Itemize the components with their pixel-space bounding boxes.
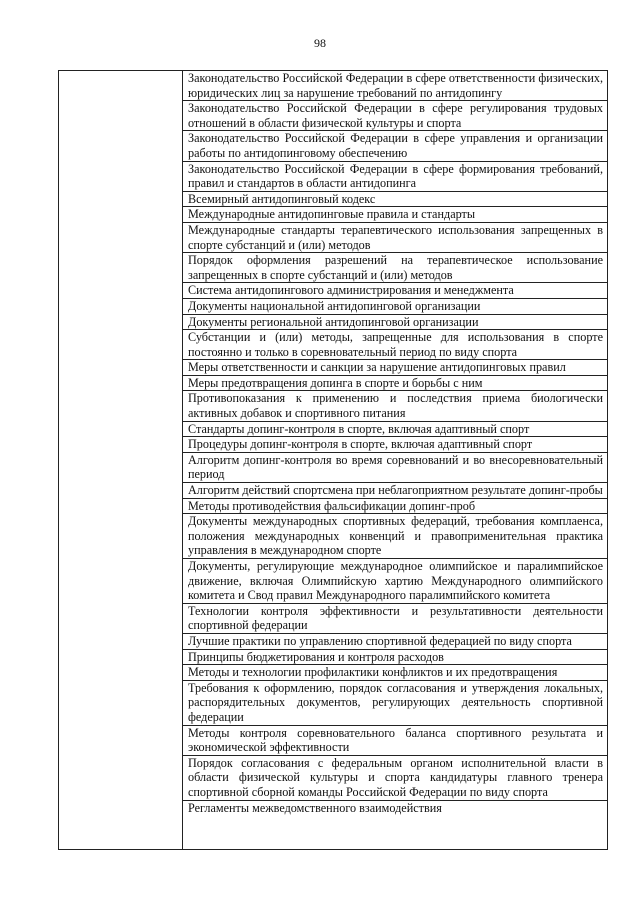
list-item: Процедуры допинг-контроля в спорте, включая адаптивный спорт [183, 437, 607, 453]
list-item: Принципы бюджетирования и контроля расходов [183, 650, 607, 666]
list-item: Требования к оформлению, порядок согласования и утверждения локальных, распорядительных документов, регулирующих деятельность спортивной федерации [183, 681, 607, 726]
list-item: Стандарты допинг-контроля в спорте, включая адаптивный спорт [183, 422, 607, 438]
list-item: Документы международных спортивных федераций, требования комплаенса, положения международных конвенций и правоприменительная практика управления в международном спорте [183, 514, 607, 559]
list-item: Международные антидопинговые правила и стандарты [183, 207, 607, 223]
list-item: Законодательство Российской Федерации в сфере регулирования трудовых отношений в области физической культуры и спорта [183, 101, 607, 131]
list-item: Противопоказания к применению и последствия приема биологически активных добавок и спортивного питания [183, 391, 607, 421]
list-item: Международные стандарты терапевтического использования запрещенных в спорте субстанций и (или) методов [183, 223, 607, 253]
list-item: Законодательство Российской Федерации в сфере управления и организации работы по антидопинговому обеспечению [183, 131, 607, 161]
list-item: Лучшие практики по управлению спортивной федерацией по виду спорта [183, 634, 607, 650]
page-number: 98 [314, 36, 326, 50]
list-item: Меры ответственности и санкции за нарушение антидопинговых правил [183, 360, 607, 376]
list-item: Всемирный антидопинговый кодекс [183, 192, 607, 208]
list-item: Методы контроля соревновательного баланса спортивного результата и экономической эффективности [183, 726, 607, 756]
list-item: Меры предотвращения допинга в спорте и борьбы с ним [183, 376, 607, 392]
list-item: Законодательство Российской Федерации в сфере формирования требований, правил и стандартов в области антидопинга [183, 162, 607, 192]
list-item: Алгоритм действий спортсмена при неблагоприятном результате допинг-пробы [183, 483, 607, 499]
list-item: Документы национальной антидопинговой организации [183, 299, 607, 315]
knowledge-table [58, 70, 608, 850]
list-item: Алгоритм допинг-контроля во время соревнований и во внесоревновательный период [183, 453, 607, 483]
list-item: Порядок согласования с федеральным органом исполнительной власти в области физической культуры и спорта кандидатуры главного тренера спортивной сборной команды Российской Федерации по виду спорта [183, 756, 607, 801]
list-item: Технологии контроля эффективности и результативности деятельности спортивной федерации [183, 604, 607, 634]
list-item: Методы противодействия фальсификации допинг-проб [183, 499, 607, 515]
list-item: Субстанции и (или) методы, запрещенные для использования в спорте постоянно и только в соревновательный период по виду спорта [183, 330, 607, 360]
list-item: Методы и технологии профилактики конфликтов и их предотвращения [183, 665, 607, 681]
left-column-cell [59, 71, 183, 850]
list-item: Документы региональной антидопинговой организации [183, 315, 607, 331]
list-item: Документы, регулирующие международное олимпийское и паралимпийское движение, включая Олимпийскую хартию Международного олимпийского комитета и Свод правил Международного паралимпийского комитета [183, 559, 607, 604]
list-item: Законодательство Российской Федерации в сфере ответственности физических, юридических лиц за нарушение требований по антидопингу [183, 71, 607, 101]
list-item: Система антидопингового администрирования и менеджмента [183, 283, 607, 299]
list-item: Порядок оформления разрешений на терапевтическое использование запрещенных в спорте субстанций и (или) методов [183, 253, 607, 283]
right-column-cell [183, 71, 608, 850]
list-item: Регламенты межведомственного взаимодействия [188, 800, 442, 815]
table-row [59, 71, 608, 850]
